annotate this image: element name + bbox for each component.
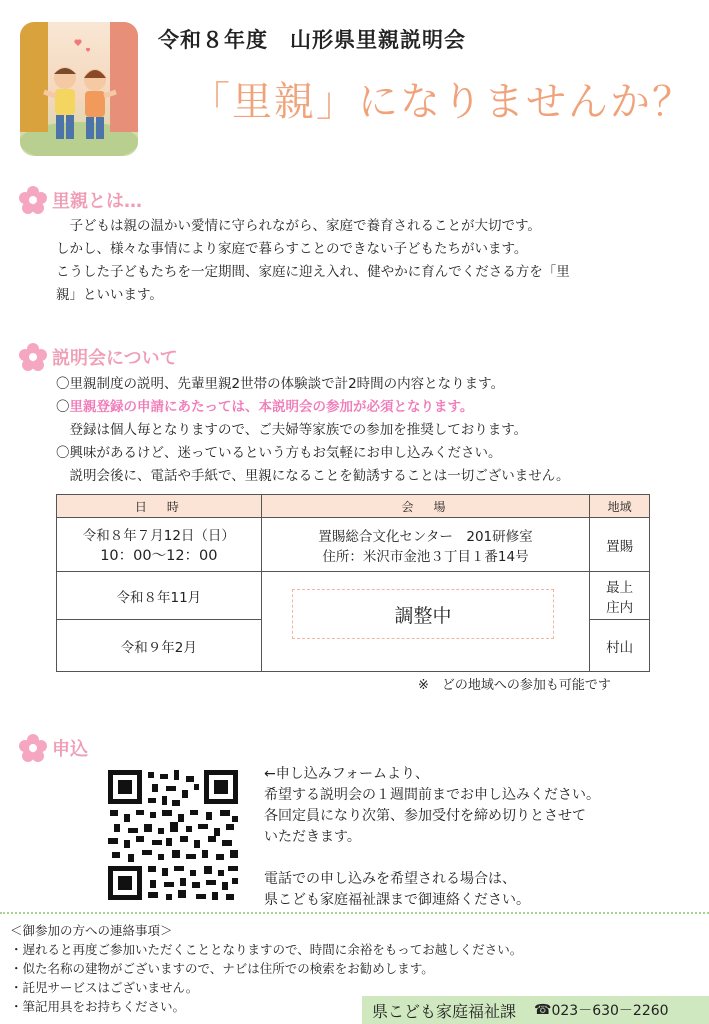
text-line: 電話での申し込みを希望される場合は、	[264, 871, 516, 887]
section1-text	[56, 215, 696, 307]
date-cell: 令和９年2月	[57, 620, 262, 672]
section-heading-label: 里親とは…	[52, 191, 142, 212]
note-item: ・似た名称の建物がございますので、ナビは住所での検索をお勧めします。	[10, 961, 434, 976]
flower-icon	[18, 342, 48, 372]
header-region: 地域	[590, 495, 650, 518]
phone-number: 023－630－2260	[551, 1003, 669, 1019]
table-header-row	[57, 495, 650, 518]
text-line: 希望する説明会の１週間前までお申し込みください。	[264, 787, 600, 803]
region-line: 最上	[606, 579, 634, 596]
dept-name: 県こども家庭福祉課	[372, 1001, 517, 1021]
schedule-table	[56, 494, 650, 672]
region-line: 庄内	[606, 599, 634, 616]
header-illustration	[20, 22, 138, 156]
flower-icon	[18, 185, 48, 215]
adjusting-badge: 調整中	[292, 589, 554, 639]
header-date: 日 時	[57, 495, 262, 518]
children-illustration-icon	[20, 22, 138, 156]
venue-cell	[261, 518, 590, 572]
time-line: 10：00～12：00	[100, 548, 218, 564]
text-line: 〇里親制度の説明、先輩里親2世帯の体験談で計2時間の内容となります。	[56, 376, 505, 392]
circle-mark: 〇	[56, 399, 70, 415]
page-subtitle: 「里親」になりませんか？	[190, 79, 694, 125]
text-line-blank	[264, 848, 600, 869]
date-cell: 令和８年11月	[57, 572, 262, 620]
text-line: しかし、様々な事情により家庭で暮らすことのできない子どもたちがいます。	[56, 241, 528, 257]
note-item: ・遅れると再度ご参加いただくこととなりますので、時間に余裕をもってお越しください。	[10, 942, 523, 957]
region-cell	[590, 572, 650, 620]
section2-text	[56, 373, 696, 488]
section-heading-label: 申込	[52, 739, 88, 760]
text-line-required	[56, 396, 696, 419]
text-line: いただきます。	[264, 829, 361, 845]
note-item: ・託児サービスはございません。	[10, 980, 199, 995]
required-notice: 里親登録の申請にあたっては、本説明会の参加が必須となります。	[69, 399, 474, 415]
qr-code[interactable]	[108, 770, 238, 900]
phone-icon: ☎	[534, 1002, 552, 1018]
section-heading-moushikomi	[18, 733, 88, 763]
text-line: ←申し込みフォームより、	[264, 766, 430, 782]
application-instructions	[264, 764, 600, 911]
header-venue: 会 場	[261, 495, 590, 518]
text-line: 登録は個人毎となりますので、ご夫婦等家族での参加を推奨しております。	[56, 422, 528, 438]
notes-heading: ＜御参加の方への連絡事項＞	[10, 923, 173, 938]
date-cell	[57, 518, 262, 572]
note-item: ・筆記用具をお持ちください。	[10, 999, 186, 1014]
contact-footer	[362, 996, 709, 1024]
venue-address: 住所：米沢市金池３丁目１番14号	[322, 548, 529, 565]
venue-name: 置賜総合文化センター 201研修室	[318, 528, 533, 545]
text-line: 〇興味があるけど、迷っているという方もお気軽にお申し込みください。	[56, 445, 502, 461]
text-line: 子どもは親の温かい愛情に守られながら、家庭で養育されることが大切です。	[56, 218, 541, 234]
section-heading-setsumeikai	[18, 342, 178, 372]
text-line: 各回定員になり次第、参加受付を締め切りとさせて	[264, 808, 586, 824]
qr-code-icon	[108, 770, 238, 900]
text-line: 説明会後に、電話や手紙で、里親になることを勧誘することは一切ございません。	[56, 468, 570, 484]
table-row	[57, 518, 650, 572]
section-heading-label: 説明会について	[52, 348, 178, 369]
text-line: こうした子どもたちを一定期間、家庭に迎え入れ、健やかに育んでくださる方を「里	[56, 264, 570, 280]
region-cell: 置賜	[590, 518, 650, 572]
page-title: 令和８年度 山形県里親説明会	[158, 28, 466, 52]
region-cell: 村山	[590, 620, 650, 672]
table-note: ※ どの地域への参加も可能です	[418, 678, 611, 693]
divider	[0, 912, 709, 914]
text-line: 親」といいます。	[56, 287, 163, 303]
date-line: 令和８年７月12日（日）	[82, 528, 235, 544]
section-heading-satooya	[18, 185, 142, 215]
text-line: 県こども家庭福祉課まで御連絡ください。	[264, 892, 530, 908]
flower-icon	[18, 733, 48, 763]
